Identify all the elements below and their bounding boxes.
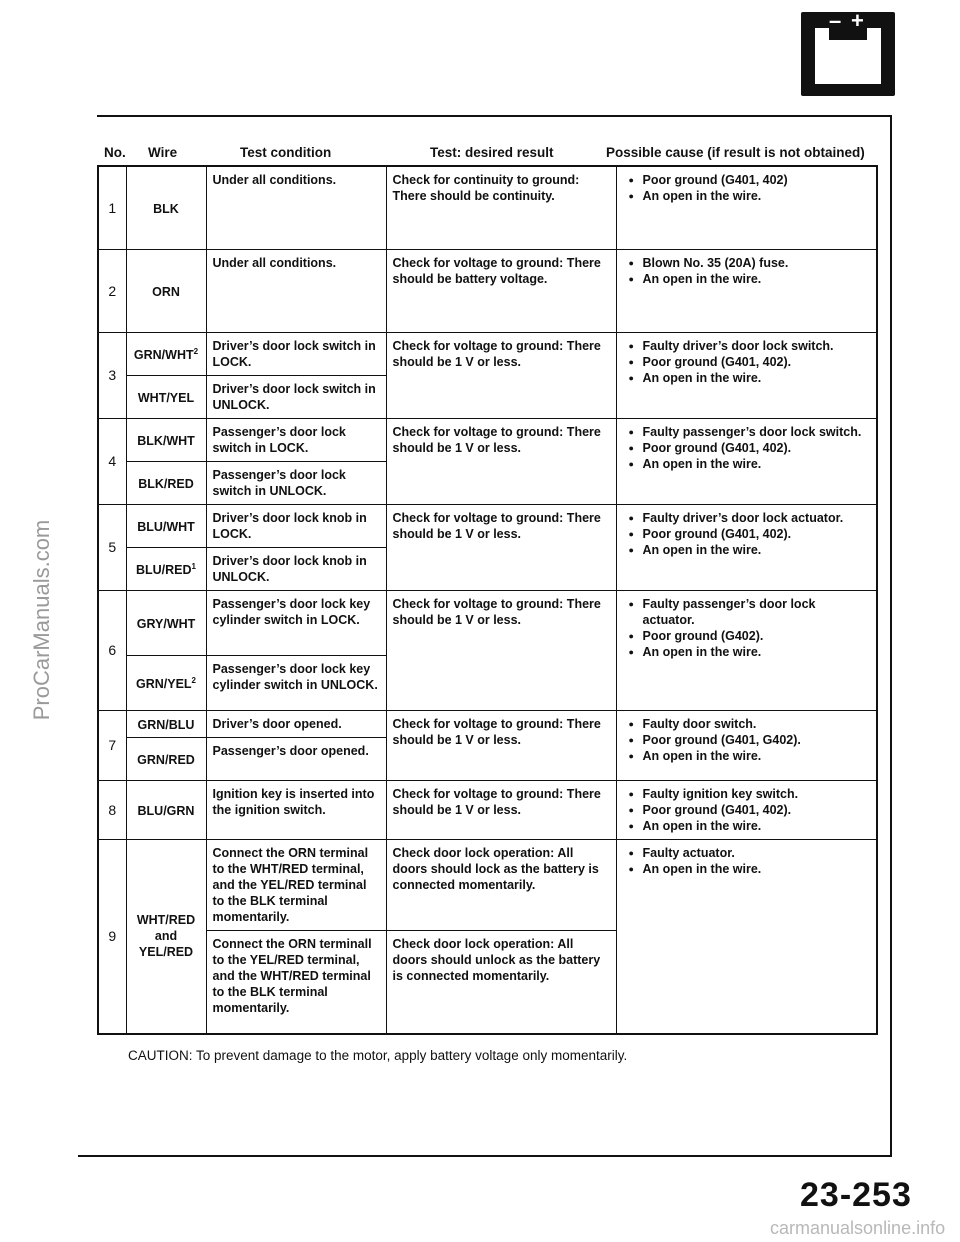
cause-item: ● Poor ground (G401, 402).: [629, 526, 871, 542]
cause-list: [629, 716, 871, 764]
cause-item: ● An open in the wire.: [629, 861, 871, 877]
desired-result: Check for voltage to ground: There should be 1 V or less.: [386, 590, 616, 710]
cause-item: ● An open in the wire.: [629, 456, 871, 472]
possible-cause: [616, 166, 877, 249]
row-number: 2: [98, 249, 126, 332]
caution-note: CAUTION: To prevent damage to the motor, apply battery voltage only momentarily.: [128, 1048, 628, 1063]
test-condition: Passenger’s door opened.: [206, 737, 386, 780]
wire-color: [126, 504, 206, 547]
table-row: [98, 418, 877, 461]
battery-plus-sign: +: [851, 8, 864, 33]
row-number: 8: [98, 780, 126, 839]
test-condition: Driver’s door lock switch in UNLOCK.: [206, 375, 386, 418]
test-condition: Passenger’s door lock key cylinder switch in UNLOCK.: [206, 655, 386, 710]
possible-cause: [616, 249, 877, 332]
wire-name: ORN: [152, 285, 180, 300]
possible-cause: [616, 504, 877, 590]
cause-list: [629, 172, 871, 204]
wire-line: WHT/RED: [136, 913, 196, 928]
cause-list: [629, 424, 871, 472]
cause-item: ● Faulty driver’s door lock actuator.: [629, 510, 871, 526]
cause-item: ● Faulty passenger’s door lock switch.: [629, 424, 871, 440]
wire-color: [126, 590, 206, 655]
wire-color: [126, 461, 206, 504]
wire-name: GRY/WHT: [136, 617, 196, 632]
cause-item: ● An open in the wire.: [629, 818, 871, 834]
battery-terminal-positive: [867, 28, 881, 40]
top-rule: [97, 115, 890, 117]
desired-result: Check for voltage to ground: There should be 1 V or less.: [386, 332, 616, 418]
table-row: [98, 504, 877, 547]
cause-list: [629, 338, 871, 386]
cause-item: ● Faulty passenger’s door lock actuator.: [629, 596, 871, 628]
possible-cause: [616, 418, 877, 504]
right-rule: [890, 115, 892, 1155]
test-condition: Under all conditions.: [206, 249, 386, 332]
battery-body: [815, 40, 881, 84]
row-number: 4: [98, 418, 126, 504]
cause-list: [629, 510, 871, 558]
test-condition: Passenger’s door lock switch in LOCK.: [206, 418, 386, 461]
bottom-rule: [78, 1155, 892, 1157]
header-wire: Wire: [148, 145, 178, 160]
test-condition: Passenger’s door lock key cylinder switch in LOCK.: [206, 590, 386, 655]
wiring-test-table-wrap: [97, 165, 876, 1015]
site-watermark: ProCarManuals.com: [29, 519, 54, 721]
cause-list: [629, 596, 871, 660]
wire-color: [126, 166, 206, 249]
wire-color: [126, 332, 206, 375]
cause-item: ● An open in the wire.: [629, 188, 871, 204]
wire-color: [126, 710, 206, 737]
wire-color: [126, 839, 206, 1034]
table-row: [98, 590, 877, 655]
test-condition: Driver’s door lock knob in UNLOCK.: [206, 547, 386, 590]
wire-color: [126, 547, 206, 590]
wire-color: [126, 418, 206, 461]
desired-result: Check for voltage to ground: There should be 1 V or less.: [386, 418, 616, 504]
desired-result: Check for voltage to ground: There should be 1 V or less.: [386, 710, 616, 780]
desired-result: Check door lock operation: All doors should unlock as the battery is connected momentarily.: [386, 930, 616, 1034]
table-row: [98, 332, 877, 375]
cause-list: [629, 255, 871, 287]
wire-color: [126, 780, 206, 839]
cause-list: [629, 845, 871, 877]
desired-result: Check for continuity to ground: There should be continuity.: [386, 166, 616, 249]
desired-result: Check for voltage to ground: There should be battery voltage.: [386, 249, 616, 332]
table-row: [98, 166, 877, 249]
cause-item: ● An open in the wire.: [629, 271, 871, 287]
cause-item: ● Faulty ignition key switch.: [629, 786, 871, 802]
header-test-condition: Test condition: [240, 145, 332, 160]
wire-name: GRN/RED: [137, 753, 195, 768]
wire-color: [126, 249, 206, 332]
cause-item: ● Poor ground (G401, 402).: [629, 354, 871, 370]
possible-cause: [616, 780, 877, 839]
table-row: [98, 710, 877, 737]
wire-color: [126, 375, 206, 418]
table-row: [98, 249, 877, 332]
row-number: 5: [98, 504, 126, 590]
footer-watermark: carmanualsonline.info: [770, 1218, 946, 1238]
wire-name: BLU/GRN: [137, 804, 195, 819]
cause-item: ● Faulty actuator.: [629, 845, 871, 861]
wiring-test-table: [97, 165, 878, 1035]
test-condition: Driver’s door lock switch in LOCK.: [206, 332, 386, 375]
wire-name: BLU/RED: [135, 563, 192, 578]
cause-item: ● An open in the wire.: [629, 644, 871, 660]
wire-name: BLU/WHT: [137, 520, 195, 535]
wire-line: and: [154, 929, 178, 944]
desired-result: Check for voltage to ground: There should be 1 V or less.: [386, 504, 616, 590]
test-condition: Driver’s door opened.: [206, 710, 386, 737]
possible-cause: [616, 710, 877, 780]
cause-item: ● Poor ground (G401, 402).: [629, 440, 871, 456]
wire-name: GRN/BLU: [137, 718, 195, 733]
table-row: [98, 839, 877, 930]
cause-item: ● Poor ground (G402).: [629, 628, 871, 644]
battery-terminal-negative: [815, 28, 829, 40]
cause-item: ● Poor ground (G401, G402).: [629, 732, 871, 748]
table-body: [98, 166, 877, 1034]
cause-item: ● Poor ground (G401, 402): [629, 172, 871, 188]
row-number: 1: [98, 166, 126, 249]
header-possible-cause: Possible cause (if result is not obtained): [606, 145, 865, 160]
cause-list: [629, 786, 871, 834]
wire-color: [126, 655, 206, 710]
wire-line: YEL/RED: [138, 945, 194, 960]
wire-footnote-mark: 2: [191, 675, 196, 685]
wire-footnote-mark: 2: [193, 346, 199, 356]
header-desired-result: Test: desired result: [430, 145, 554, 160]
wire-name: GRN/WHT: [133, 348, 194, 363]
cause-item: ● Poor ground (G401, 402).: [629, 802, 871, 818]
cause-item: ● Faulty driver’s door lock switch.: [629, 338, 871, 354]
cause-item: ● Faulty door switch.: [629, 716, 871, 732]
wire-color: [126, 737, 206, 780]
cause-item: ● An open in the wire.: [629, 370, 871, 386]
test-condition: Passenger’s door lock switch in UNLOCK.: [206, 461, 386, 504]
row-number: 3: [98, 332, 126, 418]
test-condition: Under all conditions.: [206, 166, 386, 249]
row-number: 6: [98, 590, 126, 710]
wire-name: BLK: [153, 202, 179, 217]
possible-cause: [616, 590, 877, 710]
test-condition: Driver’s door lock knob in LOCK.: [206, 504, 386, 547]
desired-result: Check for voltage to ground: There should be 1 V or less.: [386, 780, 616, 839]
table-row: [98, 780, 877, 839]
test-condition: Connect the ORN terminall to the YEL/RED terminal, and the WHT/RED terminal to the BLK terminal momentarily.: [206, 930, 386, 1034]
cause-item: ● An open in the wire.: [629, 542, 871, 558]
test-condition: Connect the ORN terminal to the WHT/RED terminal, and the YEL/RED terminal to the BLK terminal momentarily.: [206, 839, 386, 930]
wire-name: WHT/YEL: [137, 391, 195, 406]
row-number: 9: [98, 839, 126, 1034]
desired-result: Check door lock operation: All doors should lock as the battery is connected momentarily.: [386, 839, 616, 930]
battery-icon: [801, 8, 895, 96]
test-condition: Ignition key is inserted into the ignition switch.: [206, 780, 386, 839]
wire-footnote-mark: 1: [191, 561, 196, 571]
page-number: 23-253: [800, 1176, 912, 1214]
cause-item: ● Blown No. 35 (20A) fuse.: [629, 255, 871, 271]
possible-cause: [616, 839, 877, 1034]
cause-item: ● An open in the wire.: [629, 748, 871, 764]
battery-minus-sign: –: [829, 8, 842, 33]
possible-cause: [616, 332, 877, 418]
wire-name: BLK/WHT: [137, 434, 195, 449]
row-number: 7: [98, 710, 126, 780]
wire-name: BLK/RED: [138, 477, 194, 492]
wire-name: GRN/YEL: [135, 677, 192, 692]
header-no: No.: [104, 145, 126, 160]
